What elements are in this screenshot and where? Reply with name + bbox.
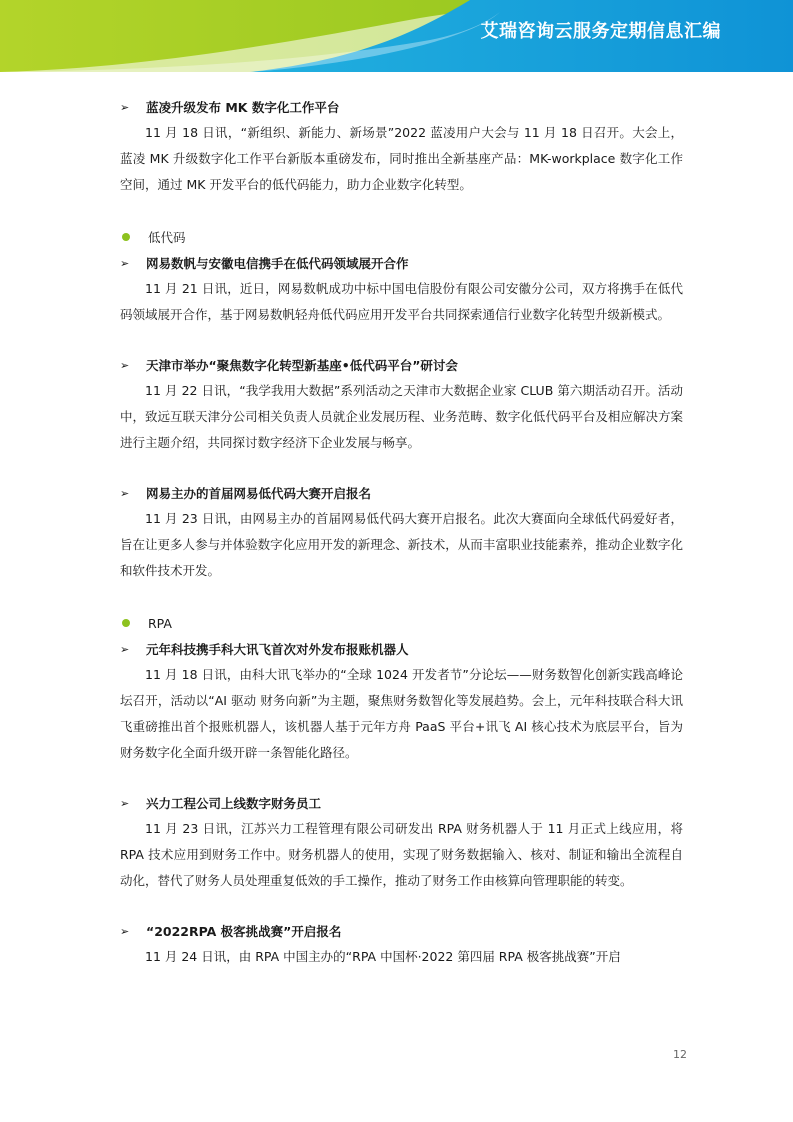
- section-heading: [120, 480, 683, 506]
- news-paragraph: 11 月 22 日讯，“我学我用大数据”系列活动之天津市大数据企业家 CLUB 第六期活动召开。活动中，致远互联天津分公司相关负责人员就企业发展历程、业务范畴、数字化低代码平台及相应解决方案进行主题介绍，共同探讨数字经济下企业发展与畅享。: [120, 383, 683, 450]
- page-number: 12: [673, 1048, 687, 1061]
- heading-text: 天津市举办“聚焦数字化转型新基座•低代码平台”研讨会: [146, 358, 458, 373]
- section-heading: [120, 790, 683, 816]
- section-heading: [120, 94, 683, 120]
- category-label: 低代码: [148, 230, 186, 245]
- section-heading: [120, 352, 683, 378]
- heading-text: 元年科技携手科大讯飞首次对外发布报账机器人: [146, 642, 409, 657]
- arrow-bullet-icon: ➢: [120, 796, 130, 810]
- section-heading: [120, 918, 683, 944]
- document-body: [120, 94, 683, 970]
- news-paragraph: 11 月 21 日讯，近日，网易数帆成功中标中国电信股份有限公司安徽分公司，双方将携手在低代码领域展开合作，基于网易数帆轻舟低代码应用开发平台共同探索通信行业数字化转型升级新模式。: [120, 281, 683, 322]
- news-paragraph: 11 月 18 日讯，“新组织、新能力、新场景”2022 蓝凌用户大会与 11 月 18 日召开。大会上，蓝凌 MK 升级数字化工作平台新版本重磅发布，同时推出全新基座产品：MK-workplace 数字化工作空间，通过 MK 开发平台的低代码能力，助力企业数字化转型。: [120, 125, 683, 192]
- green-dot-icon: [122, 233, 130, 241]
- heading-text: 蓝凌升级发布 MK 数字化工作平台: [146, 100, 340, 115]
- heading-text: “2022RPA 极客挑战赛”开启报名: [146, 924, 342, 939]
- section-heading: [120, 250, 683, 276]
- heading-text: 网易数帆与安徽电信携手在低代码领域展开合作: [146, 256, 409, 271]
- header-title: 艾瑞咨询云服务定期信息汇编: [480, 21, 721, 42]
- header-banner: [0, 0, 793, 72]
- section-heading: [120, 636, 683, 662]
- arrow-bullet-icon: ➢: [120, 256, 130, 270]
- news-paragraph: 11 月 23 日讯，由网易主办的首届网易低代码大赛开启报名。此次大赛面向全球低代码爱好者，旨在让更多人参与并体验数字化应用开发的新理念、新技术，从而丰富职业技能素养，推动企业数字化和软件技术开发。: [120, 511, 683, 578]
- category-bullet: [120, 610, 683, 636]
- heading-text: 网易主办的首届网易低代码大赛开启报名: [146, 486, 372, 501]
- news-paragraph: 11 月 18 日讯，由科大讯飞举办的“全球 1024 开发者节”分论坛——财务数智化创新实践高峰论坛召开，活动以“AI 驱动 财务向新”为主题，聚焦财务数智化等发展趋势。会上，元年科技联合科大讯飞重磅推出首个报账机器人，该机器人基于元年方舟 PaaS 平台+讯飞 AI 核心技术为底层平台，旨为财务数字化全面升级开辟一条智能化路径。: [120, 667, 683, 760]
- heading-text: 兴力工程公司上线数字财务员工: [146, 796, 322, 811]
- arrow-bullet-icon: ➢: [120, 358, 130, 372]
- news-paragraph: 11 月 23 日讯，江苏兴力工程管理有限公司研发出 RPA 财务机器人于 11 月正式上线应用，将 RPA 技术应用到财务工作中。财务机器人的使用，实现了财务数据输入、核对、制证和输出全流程自动化，替代了财务人员处理重复低效的手工操作，推动了财务工作由核算向管理职能的转变。: [120, 821, 683, 888]
- category-label: RPA: [148, 615, 172, 631]
- arrow-bullet-icon: ➢: [120, 100, 130, 114]
- news-paragraph: 11 月 24 日讯，由 RPA 中国主办的“RPA 中国杯·2022 第四届 RPA 极客挑战赛”开启: [145, 949, 621, 964]
- category-bullet: [120, 224, 683, 250]
- green-dot-icon: [122, 619, 130, 627]
- arrow-bullet-icon: ➢: [120, 486, 130, 500]
- arrow-bullet-icon: ➢: [120, 642, 130, 656]
- arrow-bullet-icon: ➢: [120, 924, 130, 938]
